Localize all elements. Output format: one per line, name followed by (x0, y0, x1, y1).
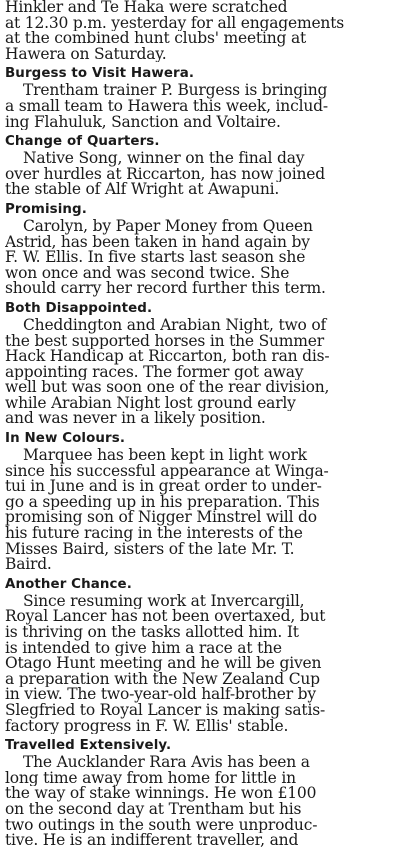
text-line: Misses Baird, sisters of the late Mr. T. (5, 541, 295, 558)
article-body (5, 448, 400, 573)
text-line: since his successful appearance at Winga- (5, 463, 329, 480)
text-line: well but was soon one of the rear division, (5, 380, 330, 396)
text-line: while Arabian Night lost ground early (5, 395, 296, 412)
text-line: promising son of Nigger Minstrel will do (5, 510, 317, 527)
text-line: over hurdles at Riccarton, has now joined (5, 166, 325, 183)
text-line: at the combined hunt clubs' meeting at (5, 31, 307, 47)
text-line: on the second day at Trentham but his (5, 801, 302, 818)
article-body (5, 0, 400, 62)
text-line: the stable of Alf Wright at Awapuni. (5, 182, 280, 198)
text-line: the best supported horses in the Summer (5, 333, 324, 350)
article-another-chance (5, 576, 400, 734)
article-both-disappointed (5, 300, 400, 427)
text-line: appointing races. The former got away (5, 364, 304, 381)
article-body (5, 594, 400, 734)
text-line: Baird. (5, 557, 52, 573)
article-in-new-colours (5, 430, 400, 573)
article-heading: Burgess to Visit Hawera. (5, 66, 195, 82)
text-line: a small team to Hawera this week, includ- (5, 98, 328, 115)
text-line: and was never in a likely position. (5, 411, 266, 428)
article-body (5, 755, 400, 849)
text-line: should carry her record further this term. (5, 281, 326, 297)
article-burgess (5, 65, 400, 130)
article-body (5, 151, 400, 198)
text-line: go a speeding up in his preparation. This (5, 494, 320, 511)
article-promising (5, 201, 400, 297)
article-body (5, 83, 400, 130)
text-line: a preparation with the New Zealand Cup (5, 671, 320, 688)
text-line: Marquee has been kept in light work (23, 448, 307, 464)
text-line: Slegfried to Royal Lancer is making satis- (5, 702, 326, 719)
article-heading: In New Colours. (5, 431, 126, 447)
article-heading: Travelled Extensively. (5, 738, 172, 754)
text-line: the way of stake winnings. He won £100 (5, 786, 317, 802)
text-line: The Aucklander Rara Avis has been a (23, 755, 310, 771)
text-line: at 12.30 p.m. yesterday for all engagements (5, 15, 344, 32)
article-heading: Another Chance. (5, 576, 132, 592)
text-line: F. W. Ellis. In five starts last season she (5, 250, 306, 266)
text-line: Royal Lancer has not been overtaxed, but (5, 609, 326, 625)
text-line: Trentham trainer P. Burgess is bringing (23, 83, 328, 99)
text-line: Astrid, has been taken in hand again by (5, 234, 310, 251)
article-change-of-quarters (5, 133, 400, 198)
text-line: Native Song, winner on the final day (23, 151, 305, 167)
article-body (5, 318, 400, 427)
text-line: is intended to give him a race at the (5, 640, 282, 657)
text-line: won once and was second twice. She (5, 265, 290, 282)
article-hinkler (5, 0, 400, 62)
text-line: Carolyn, by Paper Money from Queen (23, 218, 313, 235)
article-travelled-extensively (5, 737, 400, 849)
text-line: Otago Hunt meeting and he will be given (5, 656, 322, 672)
text-line: is thriving on the tasks allotted him. It (5, 625, 299, 641)
text-line: tui in June and is in great order to under- (5, 479, 322, 495)
text-line: in view. The two-year-old half-brother by (5, 687, 316, 703)
text-line: long time away from home for little in (5, 770, 296, 787)
article-heading: Change of Quarters. (5, 134, 160, 150)
text-line: Hack Handicap at Riccarton, both ran dis- (5, 349, 330, 365)
text-line: two outings in the south were unproduc- (5, 817, 318, 834)
text-line: Hinkler and Te Haka were scratched (5, 0, 288, 16)
newspaper-clipping (5, 0, 400, 853)
text-line: tive. He is an indifferent traveller, and (5, 833, 299, 849)
article-heading: Promising. (5, 201, 87, 217)
text-line: Since resuming work at Invercargill, (23, 593, 305, 610)
text-line: Cheddington and Arabian Night, two of (23, 317, 327, 334)
text-line: Hawera on Saturday. (5, 46, 167, 63)
article-body (5, 219, 400, 297)
text-line: his future racing in the interests of the (5, 526, 303, 542)
text-line: factory progress in F. W. Ellis' stable. (5, 718, 289, 735)
text-line: ing Flahuluk, Sanction and Voltaire. (5, 114, 281, 131)
article-heading: Both Disappointed. (5, 300, 153, 316)
